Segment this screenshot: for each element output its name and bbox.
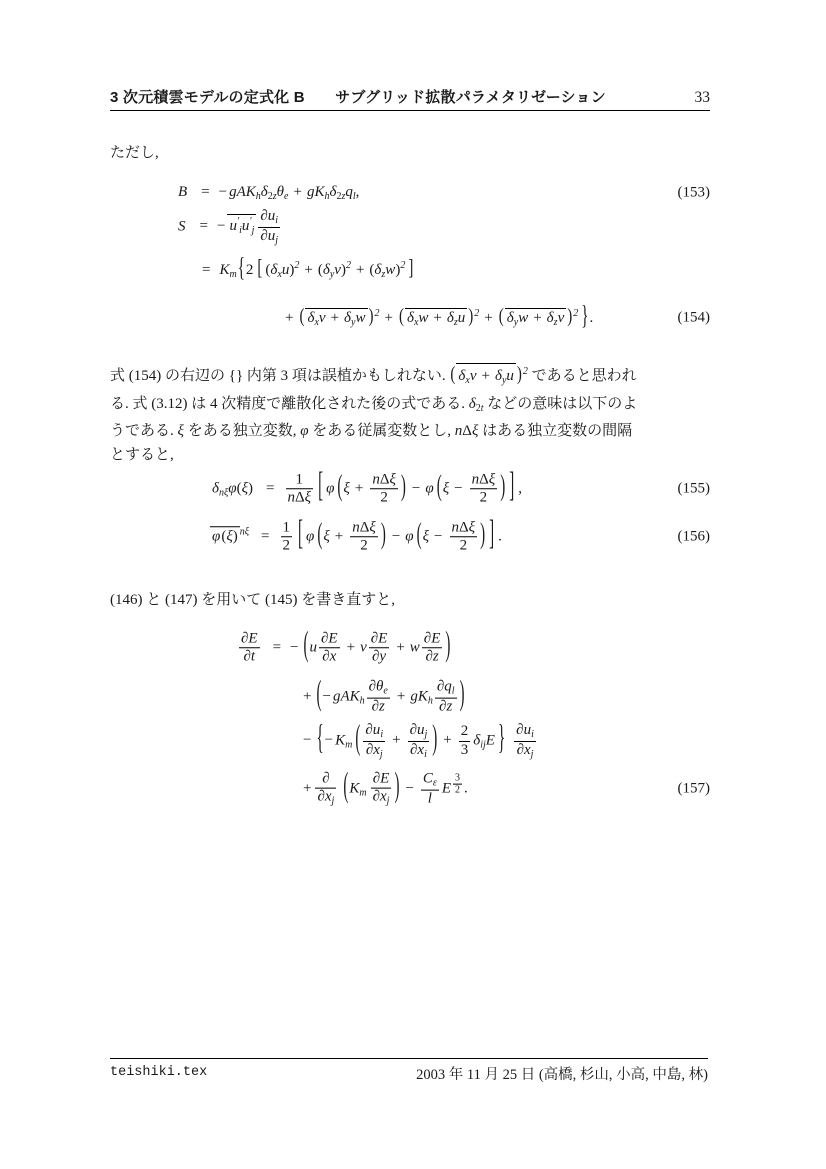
intro-text: ただし, [110, 145, 159, 161]
equation-155-number: (155) [677, 480, 710, 497]
equation-157-line2: + (− gAK$_h$ $\frac{\partial\theta_e}{\partial z}$ + $gK_h$ $\frac{\partial q_l}{\partial z}$ ) [303, 676, 465, 715]
header [110, 86, 710, 107]
paragraph-line-1: 式 (154) の右辺の {} 内第 3 項は誤植かもしれない. ( $\delta_xv + \delta_yu$ )$^2$ であると思われ [110, 360, 716, 393]
footer-date: 2003 年 11 月 25 日 (高橋, 杉山, 小高, 中島, 林) [416, 1067, 708, 1083]
footer-filename: teishiki.tex [110, 1065, 208, 1080]
equation-157-line1: $\frac{\partial E}{\partial t}$ = − (u $\frac{\partial E}{\partial x}$ + v $\frac{\partial E}{\partial y}$ + w $\frac{\partial E}{\partial z}$ ) [241, 627, 451, 665]
equation-154-line1: = $K_m\{2$ [ $(\delta_xu)^2 + (\delta_yv)^2 + (\delta_zw)^2$ ] [202, 254, 414, 284]
equation-155: $\delta_{n\xi}\varphi(\xi)$ = $\frac{1}{\text{nΔξ}}$ [ φ (ξ + $\frac{\text{nΔξ}}{2}$ ) − φ (ξ − $\frac{\text{nΔξ}}{2}$ ) ] , [212, 468, 522, 506]
equation-156: φ(ξ) $^{n\xi}$ = $\frac{1}{2}$ [ φ (ξ + $\frac{\text{nΔξ}}{2}$ ) − φ (ξ − $\frac{\text{nΔξ}}{2}$ ) ] . [212, 516, 502, 554]
paragraph-line-4: とすると, [110, 446, 174, 463]
equation-153-number: (153) [677, 184, 710, 201]
equation-153-s-line: S = − $u'_iu'_j$ $\frac{\partial u_i}{\partial u_j}$ [178, 208, 279, 246]
equation-154-line2: + ( $\delta_xv + \delta_yw$ )$^2$ + ( $\delta_xw + \delta_zu$ )$^2$ + ( $\delta_yw + \delta_zv$ )$^2$ }. [285, 302, 594, 332]
section-title: 3 次元積雲モデルの定式化 B サブグリッド拡散パラメタリゼーション [110, 89, 606, 106]
paragraph-line-3: うである. ξ をある独立変数, φ をある従属変数とし, nΔξ はある独立変数の間隔 [110, 423, 633, 439]
rewrite-text: (146) と (147) を用いて (145) を書き直すと, [110, 592, 395, 608]
paragraph [110, 360, 716, 467]
equation-156-number: (156) [677, 528, 710, 545]
equation-154-number: (154) [677, 309, 710, 326]
equation-157-line4: + $\frac{\partial}{\partial x_j}$ ($K_m$ $\frac{\partial E}{\partial x_j}$ ) − $\frac{C_\varepsilon}{l}$ E $^{\frac{3}{2}}$ . [303, 768, 468, 807]
equation-153: B = − $gAK_h\delta_{2z}\theta_e + gK_h\delta_{2z}q_l$, [178, 184, 360, 202]
equation-157-line3: − {− $K_m$ ( $\frac{\partial u_i}{\partial x_j}$ + $\frac{\partial u_j}{\partial x_i}$ ) + $\frac{2}{3}$ $\delta_{ij}E$ } $\frac{\partial u_i}{\partial x_j}$ [303, 720, 534, 760]
paragraph-line-2: る. 式 (3.12) は 4 次精度で離散化された後の式である. $\delta_{2t}$ などの意味は以下のよ [110, 395, 638, 414]
header-rule [110, 110, 710, 111]
equation-157-number: (157) [677, 780, 710, 797]
footer-rule [110, 1058, 708, 1059]
page-number: 33 [694, 89, 710, 106]
